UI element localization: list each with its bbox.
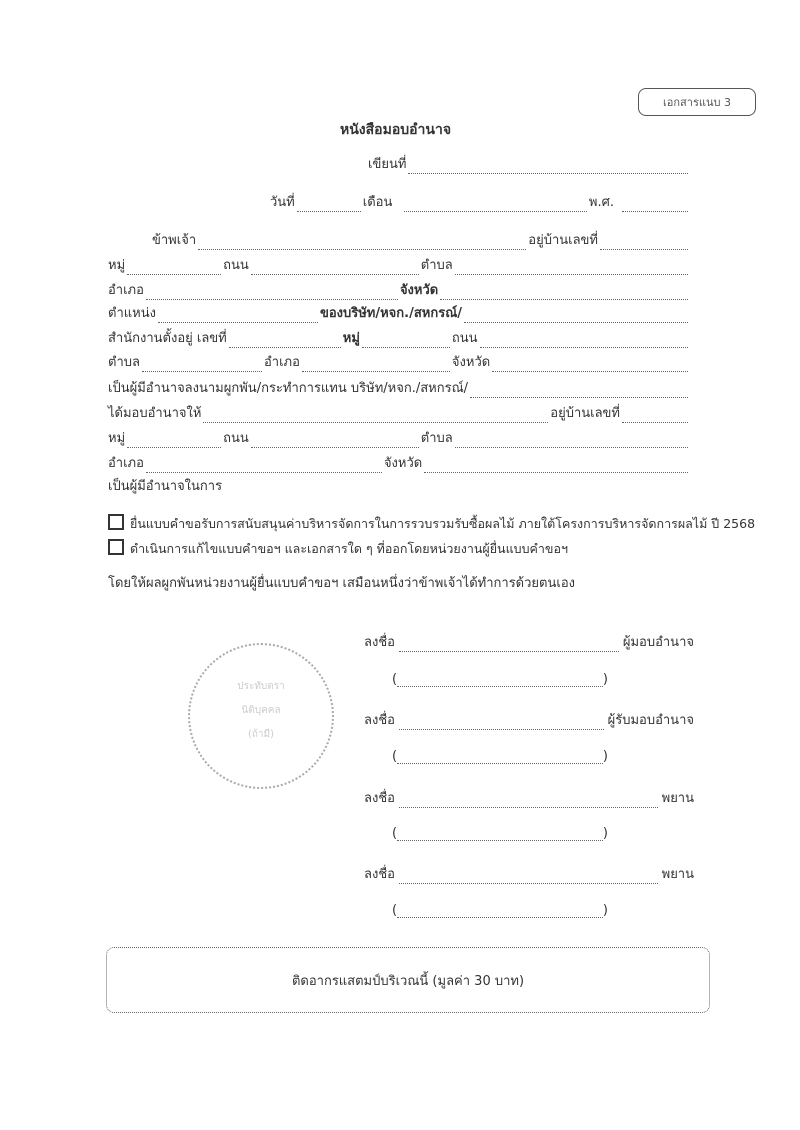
day-label: วันที่ [270, 195, 295, 210]
office-tambon-field[interactable] [142, 359, 262, 372]
sign-label: ลงชื่อ [364, 635, 395, 650]
close-paren: ) [602, 903, 608, 918]
year-label: พ.ศ. [588, 195, 614, 210]
attachment-label: เอกสารแนบ 3 [638, 88, 756, 116]
open-paren: ( [392, 826, 398, 841]
month-field[interactable] [404, 199, 587, 212]
grantee-district-row [108, 455, 690, 473]
grantee-name-field[interactable] [203, 410, 548, 423]
grantee-amphoe-field[interactable] [146, 460, 382, 473]
signature-witness-2 [364, 866, 694, 884]
open-paren: ( [392, 903, 398, 918]
grantor-company-label: ของบริษัท/หจก./สหกรณ์/ [319, 306, 463, 321]
duty-stamp-label: ติดอากรแสตมป์บริเวณนี้ (มูลค่า 30 บาท) [291, 973, 525, 989]
signature-role: พยาน [661, 791, 694, 806]
grantee-house-field[interactable] [622, 410, 688, 423]
grantor-position-row [108, 305, 690, 323]
office-road-label: ถนน [451, 331, 478, 346]
authorized-signer-row [108, 380, 690, 398]
printed-name-grantor [392, 669, 608, 687]
day-field[interactable] [297, 199, 361, 212]
company-seal-placeholder [188, 643, 334, 789]
office-amphoe-label: อำเภอ [263, 355, 300, 370]
year-field[interactable] [622, 199, 688, 212]
month-label: เดือน [362, 195, 393, 210]
grantor-tambon-label: ตำบล [420, 258, 453, 273]
signature-grantor [364, 634, 694, 652]
seal-line: ประทับตรา [237, 681, 285, 692]
signature-field[interactable] [399, 795, 658, 808]
grantee-road-field[interactable] [251, 435, 419, 448]
authorized-for-label: เป็นผู้มีอำนาจในการ [108, 479, 223, 494]
grantor-province-field[interactable] [440, 287, 688, 300]
signature-witness-1 [364, 790, 694, 808]
grantor-amphoe-field[interactable] [146, 287, 398, 300]
grantor-name-row [152, 232, 690, 250]
grantor-house-field[interactable] [600, 237, 688, 250]
grantor-moo-field[interactable] [127, 262, 221, 275]
grantor-road-label: ถนน [223, 258, 249, 273]
printed-name-witness-2 [392, 900, 608, 918]
seal-line: นิติบุคคล [241, 705, 281, 716]
option-label: ยื่นแบบคำขอรับการสนับสนุนค่าบริหารจัดการในการรวบรวมรับซื้อผลไม้ ภายใต้โครงการบริหารจัดการผลไม้ ปี 2568 [130, 516, 756, 531]
signature-field[interactable] [399, 871, 658, 884]
checkbox[interactable] [108, 514, 124, 530]
authorized-signer-label: เป็นผู้มีอำนาจลงนามผูกพัน/กระทำการแทน บริษัท/หจก./สหกรณ์/ [108, 381, 469, 396]
sign-label: ลงชื่อ [364, 867, 395, 882]
grantee-name-label: ได้มอบอำนาจให้ [108, 406, 202, 421]
checkbox[interactable] [108, 539, 124, 555]
printed-name-grantee [392, 746, 608, 764]
printed-name-field[interactable] [397, 905, 603, 918]
authorized-signer-field[interactable] [470, 385, 688, 398]
signature-role: ผู้รับมอบอำนาจ [607, 713, 694, 728]
signature-role: ผู้มอบอำนาจ [622, 635, 694, 650]
grantor-name-field[interactable] [198, 237, 526, 250]
duty-stamp-area [106, 947, 710, 1013]
grantor-moo-label: หมู่ [108, 258, 126, 273]
binding-statement: โดยให้ผลผูกพันหน่วยงานผู้ยื่นแบบคำขอฯ เสมือนหนึ่งว่าข้าพเจ้าได้ทำการด้วยตนเอง [108, 576, 575, 591]
seal-line: (ถ้ามี) [247, 729, 275, 740]
grantor-position-field[interactable] [158, 310, 318, 323]
grantor-position-label: ตำแหน่ง [108, 306, 156, 321]
office-road-field[interactable] [480, 335, 688, 348]
grantee-name-row [108, 405, 690, 423]
date-row [270, 194, 690, 212]
open-paren: ( [392, 749, 398, 764]
written-at-row [368, 156, 690, 174]
grantee-address-row [108, 430, 690, 448]
office-amphoe-field[interactable] [302, 359, 450, 372]
grantor-district-row [108, 282, 690, 300]
printed-name-witness-1 [392, 823, 608, 841]
grantee-province-label: จังหวัด [383, 456, 423, 471]
grantee-tambon-field[interactable] [455, 435, 688, 448]
grantee-house-label: อยู่บ้านเลขที่ [550, 406, 620, 421]
grantee-province-field[interactable] [424, 460, 688, 473]
close-paren: ) [602, 672, 608, 687]
grantee-amphoe-label: อำเภอ [108, 456, 144, 471]
grantor-province-label: จังหวัด [399, 283, 439, 298]
close-paren: ) [602, 826, 608, 841]
page-title: หนังสือมอบอำนาจ [340, 122, 452, 138]
grantor-tambon-field[interactable] [455, 262, 688, 275]
open-paren: ( [392, 672, 398, 687]
printed-name-field[interactable] [397, 828, 603, 841]
sign-label: ลงชื่อ [364, 791, 395, 806]
signature-field[interactable] [399, 639, 619, 652]
grantee-moo-label: หมู่ [108, 431, 126, 446]
signature-field[interactable] [399, 717, 604, 730]
option-submit-request[interactable] [108, 514, 755, 532]
printed-name-field[interactable] [397, 674, 603, 687]
grantor-house-label: อยู่บ้านเลขที่ [528, 233, 598, 248]
grantor-road-field[interactable] [251, 262, 419, 275]
sign-label: ลงชื่อ [364, 713, 395, 728]
option-amend-request[interactable] [108, 539, 568, 557]
grantor-company-field[interactable] [464, 310, 688, 323]
close-paren: ) [602, 749, 608, 764]
office-tambon-label: ตำบล [108, 355, 140, 370]
signature-grantee [364, 712, 694, 730]
office-no-field[interactable] [229, 335, 341, 348]
grantee-tambon-label: ตำบล [420, 431, 453, 446]
grantor-address-row [108, 257, 690, 275]
written-at-field[interactable] [408, 161, 688, 174]
grantor-name-label: ข้าพเจ้า [152, 233, 197, 248]
office-no-label: สำนักงานตั้งอยู่ เลขที่ [108, 331, 227, 346]
grantee-road-label: ถนน [223, 431, 249, 446]
office-moo-field[interactable] [362, 335, 450, 348]
office-province-field[interactable] [492, 359, 688, 372]
office-moo-label: หมู่ [342, 331, 360, 346]
office-district-row [108, 354, 690, 372]
option-label: ดำเนินการแก้ไขแบบคำขอฯ และเอกสารใด ๆ ที่ออกโดยหน่วยงานผู้ยื่นแบบคำขอฯ [130, 541, 568, 556]
office-province-label: จังหวัด [451, 355, 491, 370]
grantor-amphoe-label: อำเภอ [108, 283, 144, 298]
office-address-row [108, 330, 690, 348]
grantee-moo-field[interactable] [127, 435, 221, 448]
printed-name-field[interactable] [397, 751, 603, 764]
signature-role: พยาน [661, 867, 694, 882]
written-at-label: เขียนที่ [368, 157, 407, 172]
